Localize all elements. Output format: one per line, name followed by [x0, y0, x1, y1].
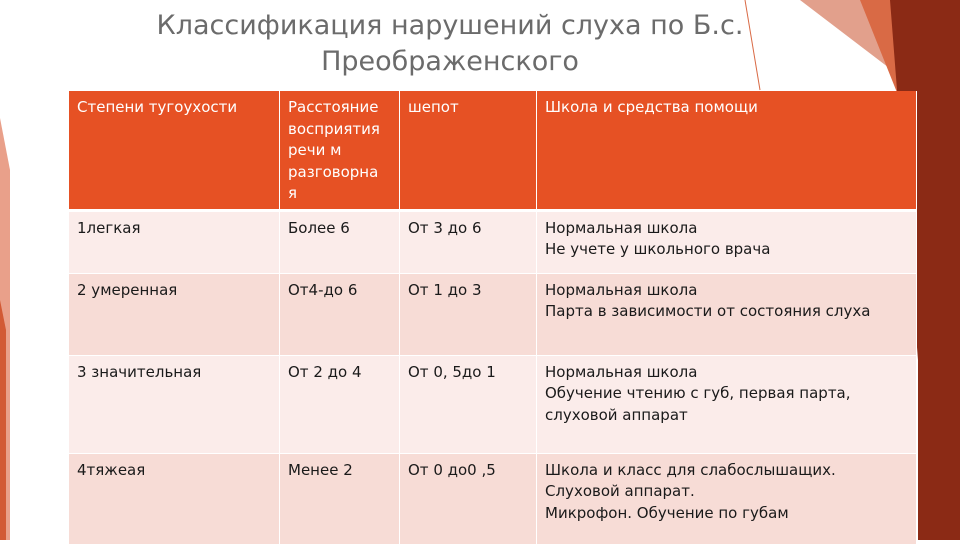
header-speech-distance: Расстояние восприятия речи м разговорна я	[280, 91, 400, 210]
header-degree: Степени тугоухости	[69, 91, 280, 210]
cell-degree: 2 умеренная	[69, 273, 280, 355]
cell-degree: 3 значительная	[69, 355, 280, 453]
table-row	[69, 210, 917, 273]
cell-school-aids: Школа и класс для слабослышащих. Слуховой аппарат. Микрофон. Обучение по губам	[537, 453, 917, 544]
cell-school-aids: Нормальная школа Обучение чтению с губ, первая парта, слуховой аппарат	[537, 355, 917, 453]
cell-speech-distance: От4-до 6	[280, 273, 400, 355]
table-row	[69, 453, 917, 544]
left-deco-shape-dark	[0, 300, 6, 540]
table-row	[69, 273, 917, 355]
cell-degree: 4тяжеая	[69, 453, 280, 544]
header-school-aids: Школа и средства помощи	[537, 91, 917, 210]
cell-speech-distance: От 2 до 4	[280, 355, 400, 453]
cell-school-aids: Нормальная школа Парта в зависимости от состояния слуха	[537, 273, 917, 355]
cell-speech-distance: Более 6	[280, 210, 400, 273]
cell-degree: 1легкая	[69, 210, 280, 273]
cell-whisper: От 0 до0 ,5	[400, 453, 537, 544]
cell-whisper: От 1 до 3	[400, 273, 537, 355]
header-whisper: шепот	[400, 91, 537, 210]
hearing-loss-table	[68, 91, 917, 545]
cell-speech-distance: Менее 2	[280, 453, 400, 544]
table-row	[69, 355, 917, 453]
table-header-row	[69, 91, 917, 210]
slide-title: Классификация нарушений слуха по Б.с. Преображенского	[156, 10, 744, 77]
cell-whisper: От 0, 5до 1	[400, 355, 537, 453]
cell-school-aids: Нормальная школа Не учете у школьного врача	[537, 210, 917, 273]
cell-whisper: От 3 до 6	[400, 210, 537, 273]
